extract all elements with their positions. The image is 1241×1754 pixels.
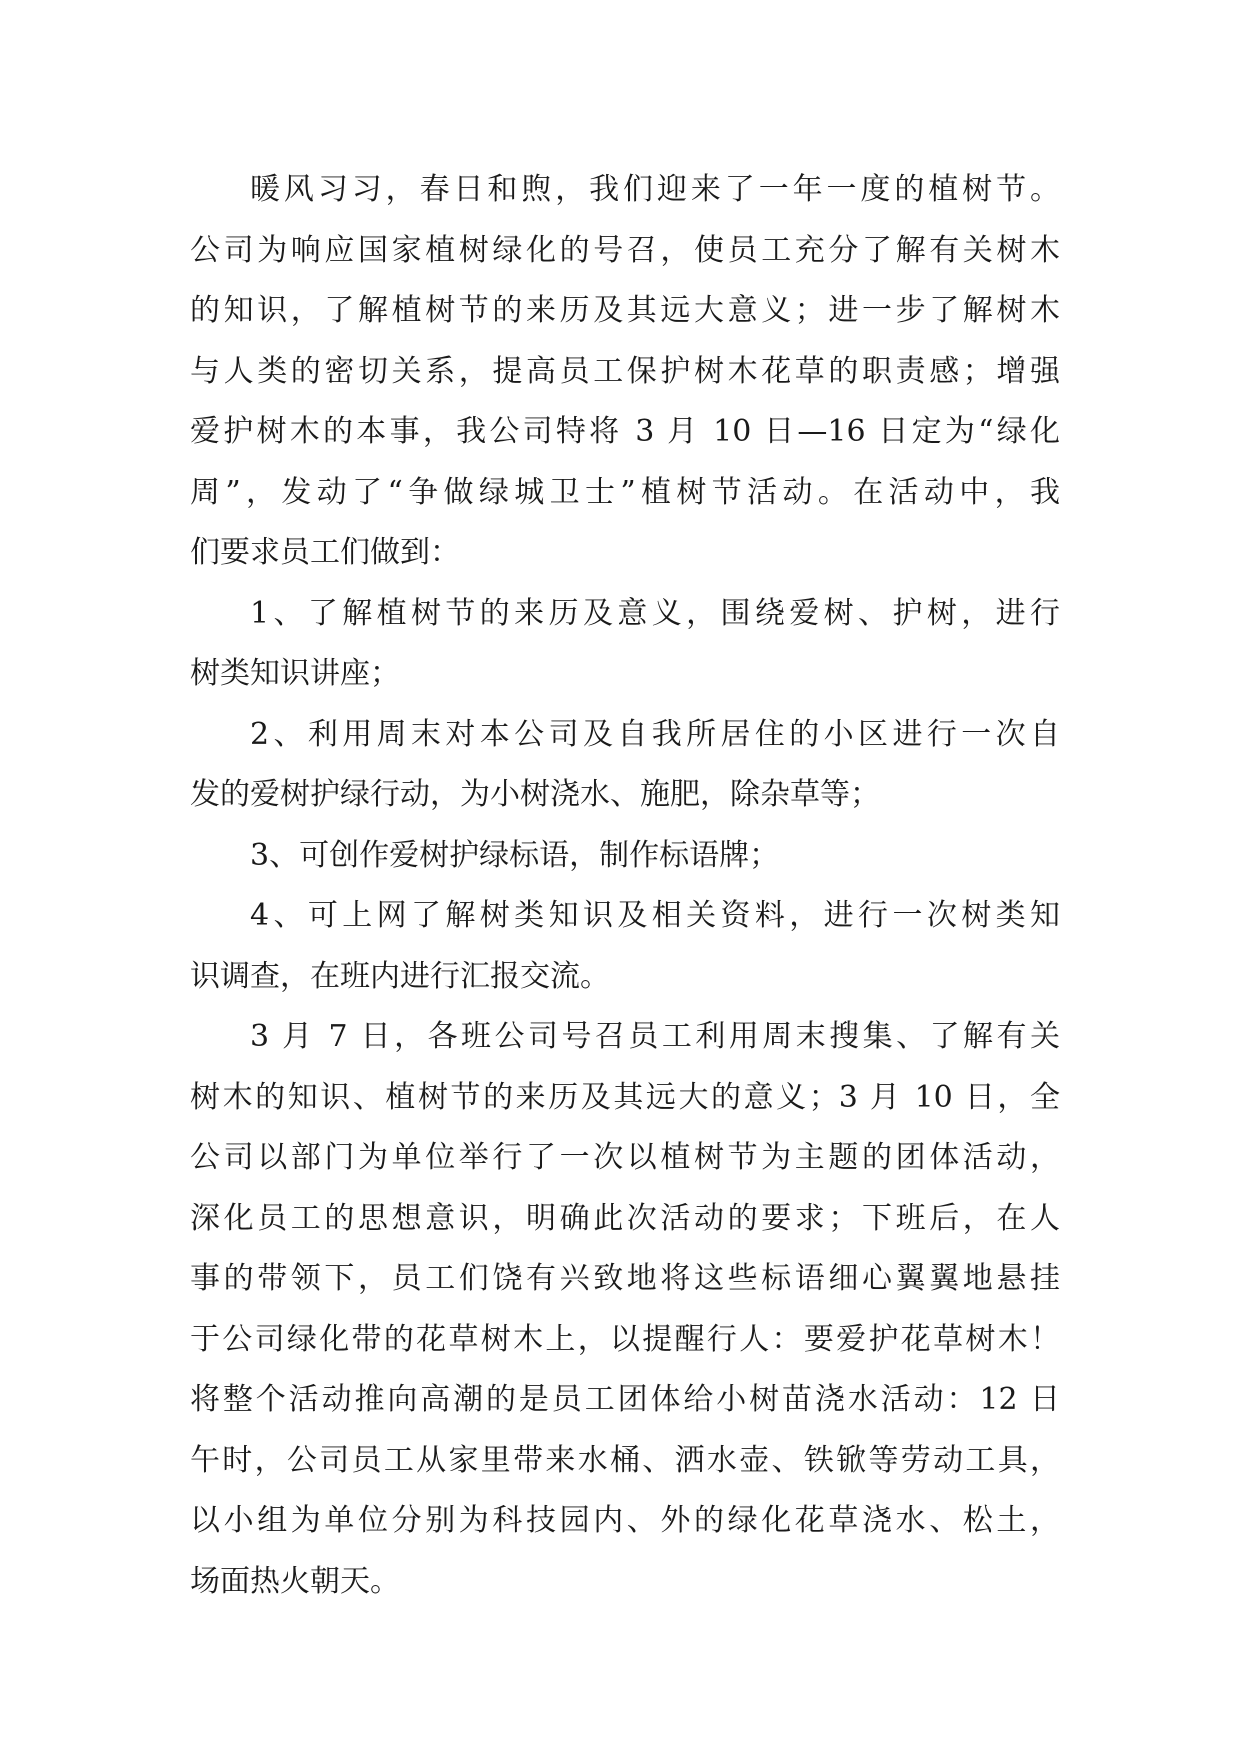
text-line: 4、可上网了解树类知识及相关资料，进行一次树类知 [250,898,1060,933]
text-line: 事的带领下，员工们饶有兴致地将这些标语细心翼翼地悬挂 [190,1261,1060,1296]
text-line: 识调查，在班内进行汇报交流。 [190,958,610,994]
paragraph-item-2 [190,705,1060,826]
text-line: 周”，发动了“争做绿城卫士”植树节活动。在活动中，我 [190,474,1060,510]
text-line: 2、利用周末对本公司及自我所居住的小区进行一次自 [250,716,1060,752]
text-line: 暖风习习，春日和煦，我们迎来了一年一度的植树节。 [250,172,1060,207]
text-line: 于公司绿化带的花草树木上，以提醒行人：要爱护花草树木！ [190,1321,1060,1357]
paragraph-item-4 [190,886,1060,1007]
text-line: 1、了解植树节的来历及意义，围绕爱树、护树，进行 [250,595,1060,631]
text-line: 午时，公司员工从家里带来水桶、洒水壶、铁锨等劳动工具， [190,1442,1060,1478]
text-line: 发的爱树护绿行动，为小树浇水、施肥，除杂草等； [190,777,880,812]
text-line: 的知识，了解植树节的来历及其远大意义；进一步了解树木 [190,293,1060,328]
text-line: 爱护树木的本事，我公司特将 3 月 10 日—16 日定为“绿化 [190,414,1060,449]
paragraph-intro [190,160,1060,584]
text-line: 与人类的密切关系，提高员工保护树木花草的职责感；增强 [190,353,1060,389]
text-line: 3、可创作爱树护绿标语，制作标语牌； [250,837,780,873]
text-line: 3 月 7 日，各班公司号召员工利用周末搜集、了解有关 [250,1019,1060,1054]
paragraph-activity [190,1007,1060,1612]
document-body [190,160,1060,1612]
paragraph-item-1 [190,584,1060,705]
text-line: 深化员工的思想意识，明确此次活动的要求；下班后，在人 [190,1200,1060,1236]
text-line: 场面热火朝天。 [190,1563,400,1599]
text-line: 们要求员工们做到： [190,535,460,570]
text-line: 树木的知识、植树节的来历及其远大的意义；3 月 10 日，全 [190,1079,1060,1115]
text-line: 公司以部门为单位举行了一次以植树节为主题的团体活动， [190,1140,1060,1175]
text-line: 将整个活动推向高潮的是员工团体给小树苗浇水活动：12 日 [190,1382,1060,1417]
text-line: 以小组为单位分别为科技园内、外的绿化花草浇水、松土， [190,1503,1060,1538]
text-line: 树类知识讲座； [190,656,400,691]
text-line: 公司为响应国家植树绿化的号召，使员工充分了解有关树木 [190,232,1060,268]
paragraph-item-3 [190,826,1060,887]
